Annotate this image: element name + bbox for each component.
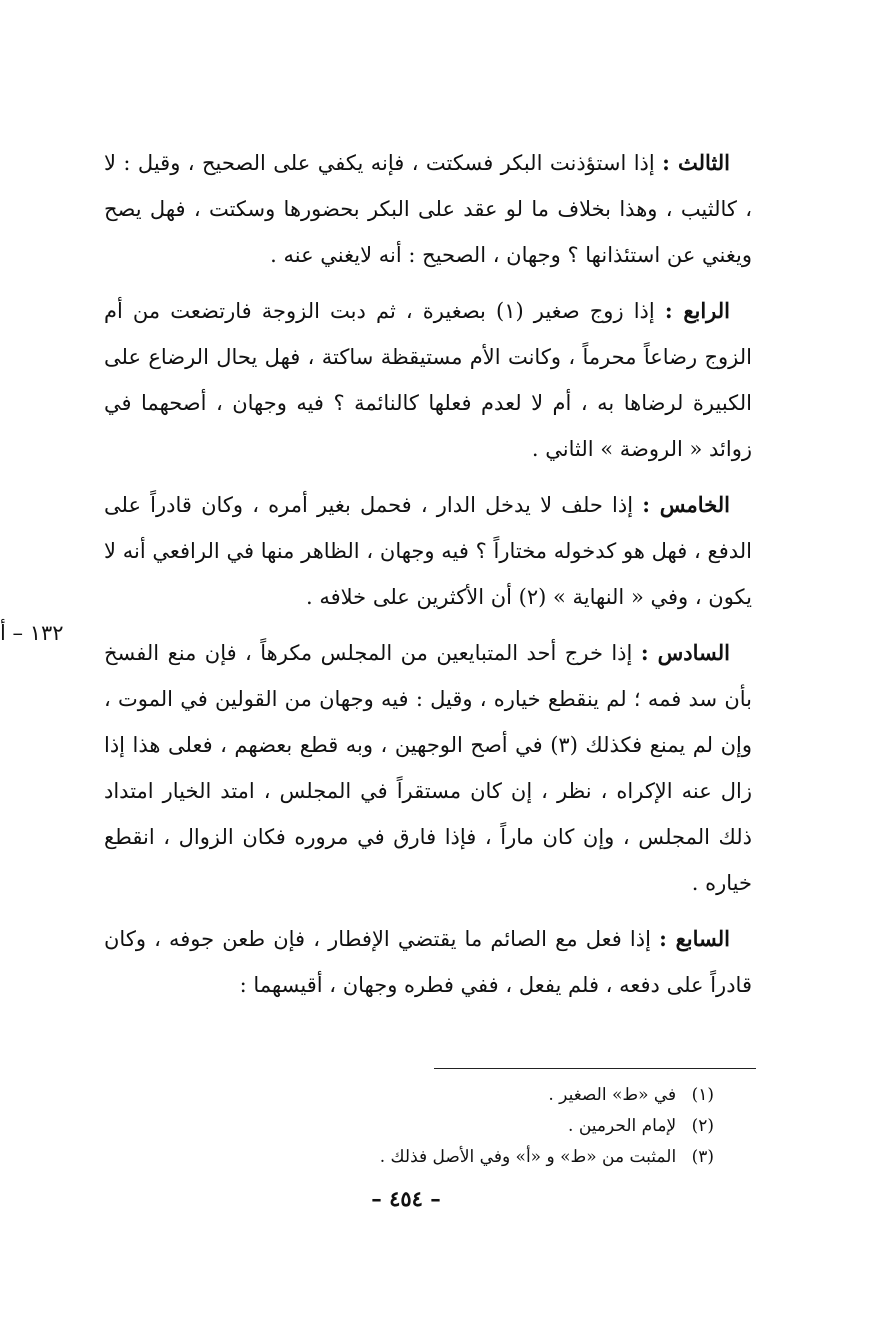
- footnotes: [300, 1080, 714, 1173]
- paragraph-fifth: [104, 482, 752, 620]
- footnote-text: لإمام الحرمين .: [568, 1116, 677, 1136]
- paragraph-body: إذا خرج أحد المتبايعين من المجلس مكرهاً ، فإن منع الفسخ بأن سد فمه ؛ لم ينقطع خياره ، وقيل : فيه وجهان من القولين في الموت ، وإن لم يمنع فكذلك (٣) في أصح الوجهين ، وبه قطع بعضهم ، فعلى هذا إذا زال عنه الإكراه ، نظر ، إن كان مستقراً في المجلس ، امتد الخيار امتداد ذلك المجلس ، وإن كان ماراً ، فإذا فارق في مروره فكان الزوال ، انقطع خياره .: [104, 641, 752, 895]
- paragraph-sixth: [104, 630, 752, 906]
- paragraph-heading: الخامس :: [642, 492, 730, 517]
- paragraph-body: إذا فعل مع الصائم ما يقتضي الإفطار ، فإن طعن جوفه ، وكان قادراً على دفعه ، فلم يفعل ، ففي فطره وجهان ، أقيسهما :: [104, 927, 752, 997]
- footnote-text: في «ط» الصغير .: [548, 1085, 677, 1105]
- paragraph-fourth: [104, 288, 752, 472]
- footnote-text: المثبت من «ط» و «أ» وفي الأصل فذلك .: [379, 1147, 677, 1167]
- footnote-number: (١): [691, 1085, 714, 1105]
- paragraph-body: إذا حلف لا يدخل الدار ، فحمل بغير أمره ، وكان قادراً على الدفع ، فهل هو كدخوله مختاراً ؟ فيه وجهان ، الظاهر منها في الرافعي أنه لا يكون ، وفي « النهاية » (٢) أن الأكثرين على خلافه .: [104, 493, 752, 609]
- paragraph-body: إذا زوج صغير (١) بصغيرة ، ثم دبت الزوجة فارتضعت من أم الزوج رضاعاً محرماً ، وكانت الأم مستيقظة ساكتة ، فهل يحال الرضاع على الكبيرة لرضاها به ، أم لا لعدم فعلها كالنائمة ؟ فيه وجهان ، أصحهما في زوائد « الروضة » الثاني .: [104, 299, 752, 461]
- paragraph-seventh: [104, 916, 752, 1008]
- main-text: [104, 140, 752, 1018]
- paragraph-body: إذا استؤذنت البكر فسكتت ، فإنه يكفي على الصحيح ، وقيل : لا ، كالثيب ، وهذا بخلاف ما لو عقد على البكر بحضورها وسكتت ، فهل يصح ويغني عن استئذانها ؟ وجهان ، الصحيح : أنه لايغني عنه .: [104, 151, 752, 267]
- footnote-item: [300, 1080, 714, 1111]
- paragraph-heading: الرابع :: [664, 298, 730, 323]
- paragraph-third: [104, 140, 752, 278]
- paragraph-heading: السادس :: [640, 640, 730, 665]
- manuscript-folio-note: ١٣٢ – أ: [0, 621, 64, 645]
- footnote-item: [300, 1111, 714, 1142]
- paragraph-heading: الثالث :: [662, 150, 730, 175]
- paragraph-heading: السابع :: [659, 926, 730, 951]
- footnote-number: (٢): [691, 1116, 714, 1136]
- footnote-divider: [434, 1068, 756, 1069]
- footnote-item: [300, 1142, 714, 1173]
- page-number: – ٤٥٤ –: [371, 1186, 441, 1211]
- footnote-number: (٣): [691, 1147, 714, 1167]
